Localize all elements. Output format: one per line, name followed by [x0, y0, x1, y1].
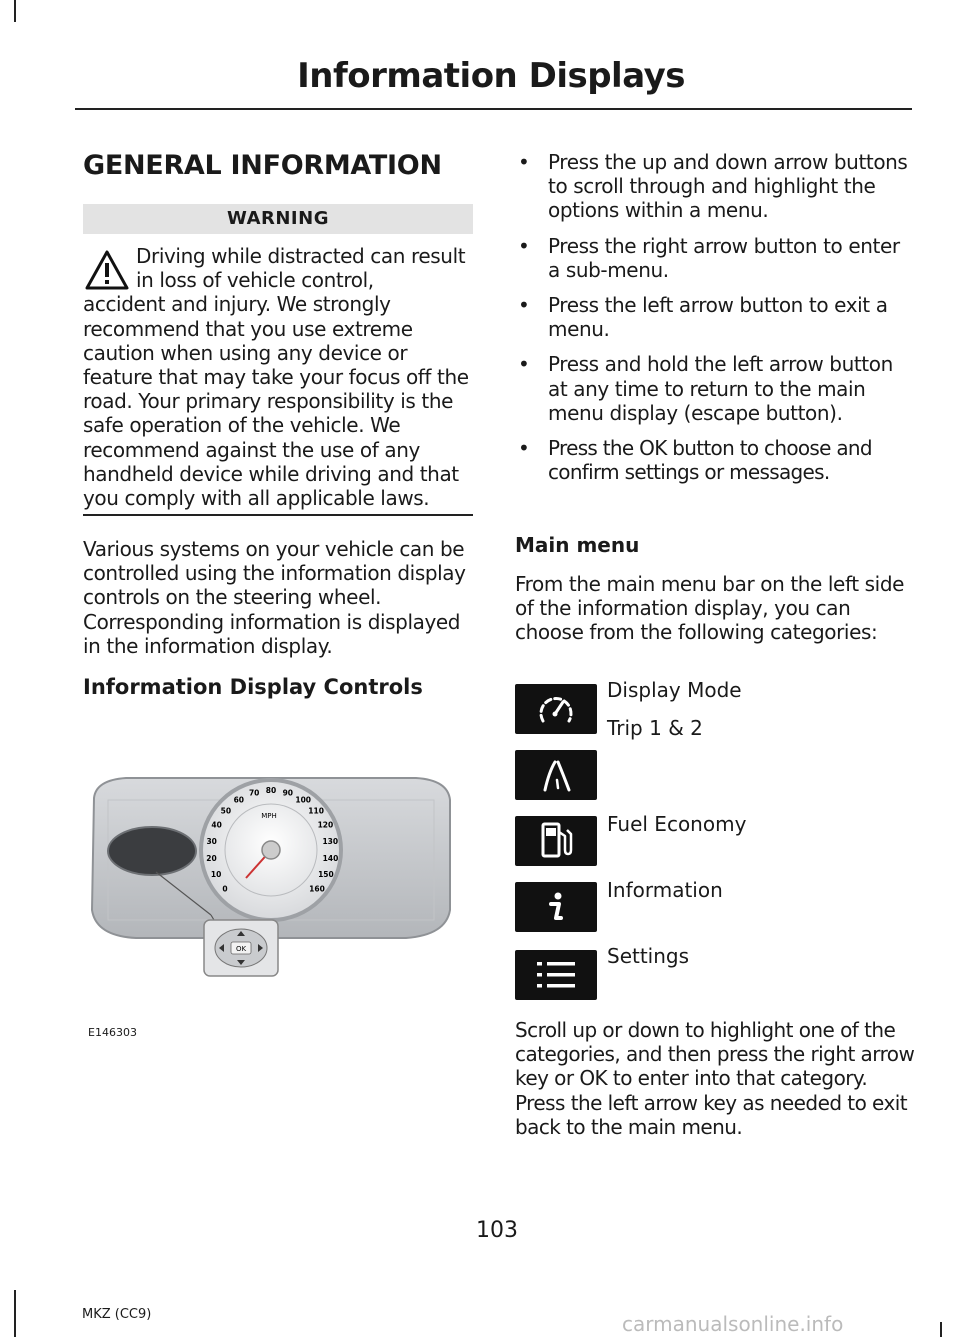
speedometer-tick-label: 70 [248, 788, 260, 798]
intro-paragraph: Various systems on your vehicle can be controlled using the information display controls on the steering wheel. Corresponding information is displayed in the information display. [83, 537, 466, 658]
speedometer-tick-label: 20 [206, 853, 217, 863]
speedometer-tick-label: 160 [309, 884, 325, 894]
ok-button-label: OK [235, 945, 247, 953]
category-fuel-economy [515, 816, 597, 866]
crop-mark-bottom-right [940, 1322, 942, 1337]
category-label: Trip 1 & 2 [607, 716, 703, 740]
left-display-screen [108, 827, 196, 875]
page-header-title: Information Displays [297, 56, 685, 96]
main-menu-heading: Main menu [515, 533, 640, 557]
category-label: Fuel Economy [607, 812, 747, 836]
controls-heading: Information Display Controls [83, 675, 423, 699]
fuel-pump-icon [515, 816, 597, 866]
list-item: • Press the up and down arrow buttons to scroll through and highlight the options within a menu. [515, 150, 910, 223]
gauge-icon [515, 684, 597, 734]
category-label: Information [607, 878, 723, 902]
speedometer-tick-label: 110 [308, 806, 324, 816]
speedometer-tick-label: 60 [233, 795, 245, 805]
speedometer-tick-label: 10 [210, 870, 222, 880]
speedometer-tick-label: 130 [322, 836, 339, 846]
speedometer-tick-label: 140 [322, 853, 339, 863]
speedometer-tick-label: 90 [282, 788, 294, 798]
category-display-mode [515, 684, 597, 734]
category-settings [515, 950, 597, 1000]
speedometer-tick-label: 150 [318, 870, 334, 880]
list-icon [515, 950, 597, 1000]
road-icon [515, 750, 597, 800]
crop-mark-bottom-left [14, 1290, 16, 1337]
warning-text [83, 244, 475, 510]
info-icon [515, 882, 597, 932]
list-item: • Press the left arrow button to exit a menu. [515, 293, 910, 341]
warning-text-first: Driving while distracted can result in loss of vehicle control, [136, 244, 466, 293]
speedometer-tick-label: 80 [265, 786, 277, 795]
bullet-list [515, 150, 910, 495]
warning-divider [83, 514, 473, 516]
list-item: • Press the right arrow button to enter a sub-menu. [515, 234, 910, 282]
speedometer-unit: MPH [261, 812, 277, 820]
header-divider [75, 108, 912, 110]
list-item: • Press and hold the left arrow button at any time to return to the main menu display (escape button). [515, 352, 910, 425]
page-number: 103 [476, 1218, 518, 1243]
warning-text-rest: accident and injury. We strongly recommend that you use extreme caution when using any device or feature that may take your focus off the road. Your primary responsibility is the safe operation of the vehicle. We recommend against the use of any handheld device while driving and that you comply with all applicable laws. [83, 292, 469, 511]
closing-paragraph: Scroll up or down to highlight one of the categories, and then press the right arrow key or OK to enter into that category. Press the left arrow key as needed to exit back to the main menu. [515, 1018, 915, 1139]
category-trip [515, 750, 597, 800]
crop-mark-top-left [14, 0, 16, 22]
speedometer-tick-label: 120 [317, 820, 334, 830]
category-label: Settings [607, 944, 690, 968]
speedometer-tick-label: 40 [211, 820, 222, 830]
speedometer-tick-label: 50 [220, 806, 232, 816]
category-information [515, 882, 597, 932]
speedometer-tick-label: 30 [206, 836, 217, 846]
warning-heading: WARNING [83, 204, 473, 234]
list-item: • Press the OK button to choose and confirm settings or messages. [515, 436, 910, 484]
footer-model: MKZ (CC9) [82, 1307, 152, 1322]
figure-label: E146303 [88, 1026, 137, 1039]
speedometer-tick-label: 0 [222, 884, 228, 894]
instrument-cluster-illustration [86, 760, 456, 1020]
watermark: carmanualsonline.info [622, 1312, 844, 1336]
section-title: GENERAL INFORMATION [83, 150, 442, 181]
category-label: Display Mode [607, 678, 742, 702]
speedometer-tick-label: 100 [295, 795, 312, 805]
main-menu-intro: From the main menu bar on the left side of the information display, you can choose from the following categories: [515, 572, 905, 645]
